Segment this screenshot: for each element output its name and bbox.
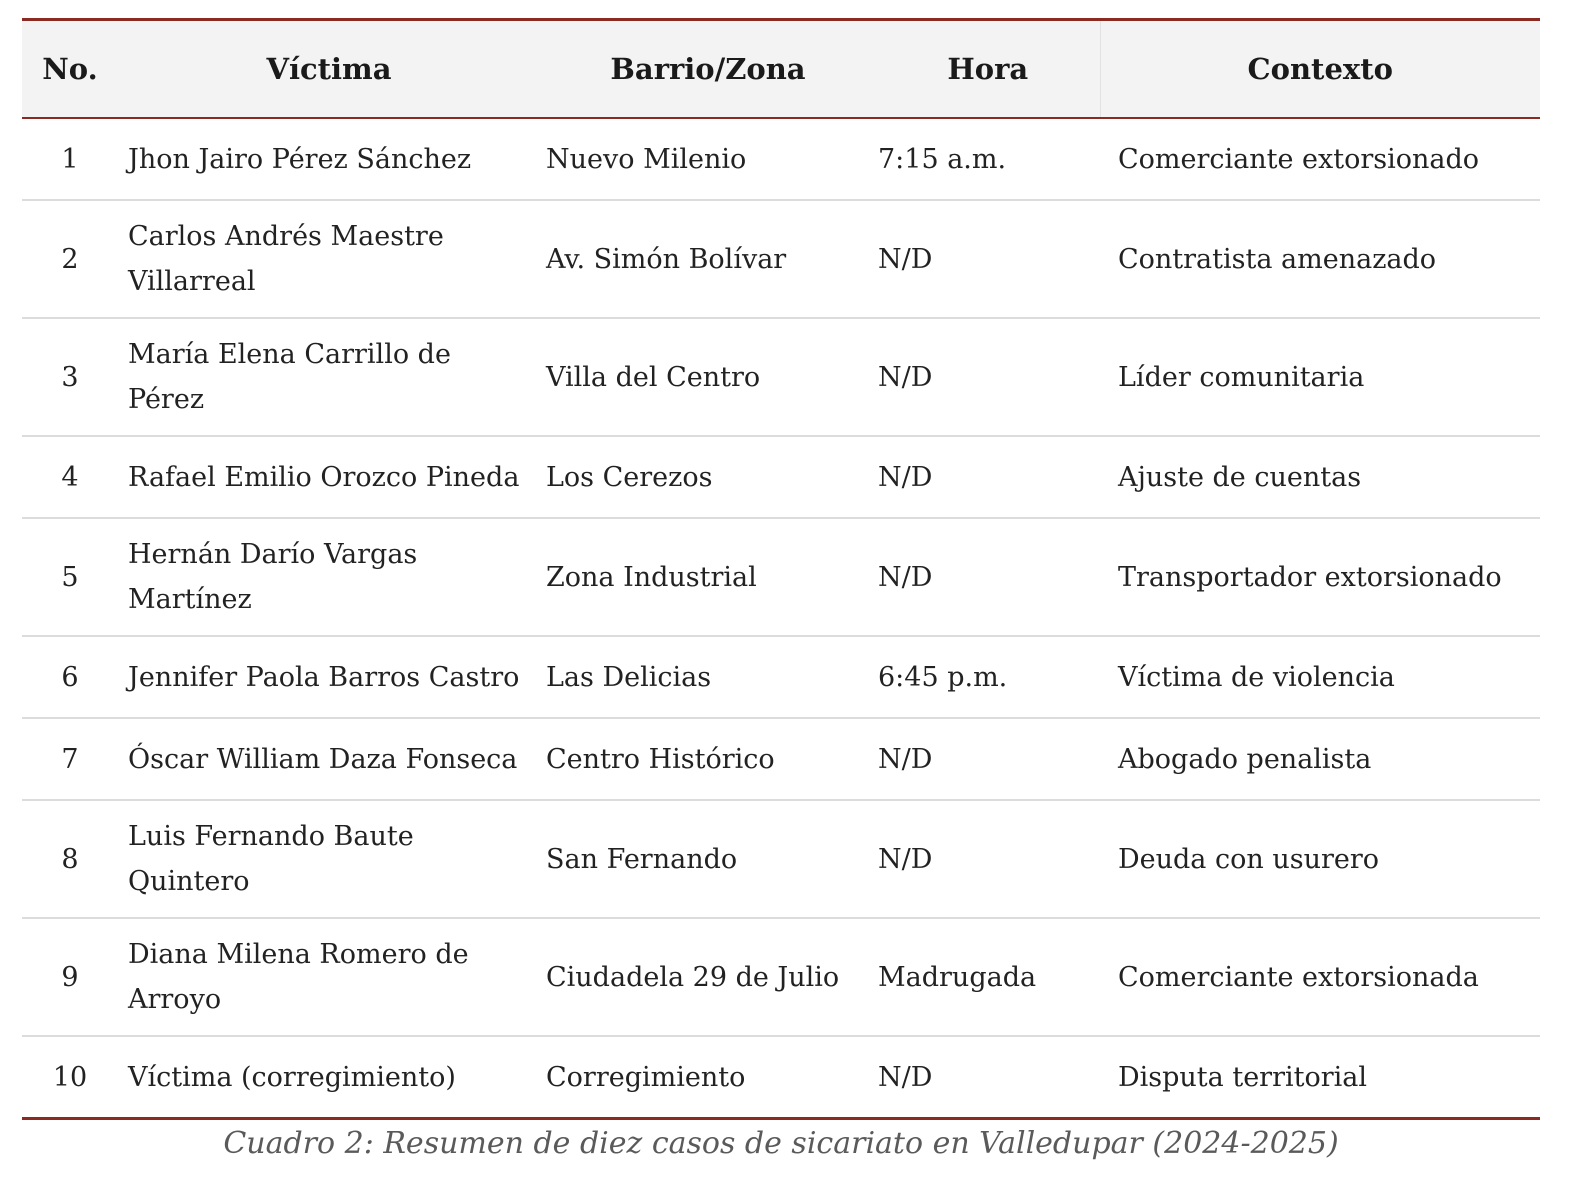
cell-hora: N/D [878,361,933,393]
cell-contexto: Ajuste de cuentas [1118,461,1362,493]
cell-no: 7 [61,743,79,775]
cell-barrio: Nuevo Milenio [546,143,747,175]
table-row [22,800,1540,918]
cell-no: 8 [61,843,79,875]
cell-hora: N/D [878,243,933,275]
cell-barrio: Centro Histórico [546,743,775,775]
cell-barrio: Zona Industrial [546,561,757,593]
table-caption: Cuadro 2: Resumen de diez casos de sicariato en Valledupar (2024-2025) [223,1126,1339,1161]
table-row [22,118,1540,200]
cell-no: 3 [61,361,79,393]
cell-no: 4 [61,461,79,493]
cell-victima: Víctima (corregimiento) [128,1061,456,1093]
cell-barrio: Ciudadela 29 de Julio [546,961,840,993]
header-hora: Hora [947,52,1029,86]
cell-victima: Diana Milena Romero de Arroyo [128,939,469,1015]
cell-contexto: Deuda con usurero [1118,843,1380,875]
table-container [22,18,1540,1120]
cell-victima: Óscar William Daza Fonseca [128,743,518,775]
header-no: No. [42,52,98,86]
cell-contexto: Líder comunitaria [1118,361,1365,393]
cell-hora: 7:15 a.m. [878,143,1007,175]
cell-hora: N/D [878,561,933,593]
cases-table [22,18,1540,1120]
cell-hora: N/D [878,843,933,875]
table-header [22,20,1540,119]
table-row [22,200,1540,318]
cell-barrio: Los Cerezos [546,461,713,493]
cell-barrio: Villa del Centro [546,361,761,393]
table-row [22,436,1540,518]
cell-barrio: Corregimiento [546,1061,746,1093]
table-row [22,318,1540,436]
cell-contexto: Abogado penalista [1118,743,1372,775]
cell-no: 10 [52,1061,88,1093]
table-row [22,518,1540,636]
cell-no: 2 [61,243,79,275]
cell-contexto: Contratista amenazado [1118,243,1437,275]
cell-victima: Jennifer Paola Barros Castro [128,661,520,693]
cell-victima: Rafael Emilio Orozco Pineda [128,461,520,493]
cell-victima: Luis Fernando Baute Quintero [128,821,414,897]
cell-barrio: Las Delicias [546,661,712,693]
cell-contexto: Comerciante extorsionado [1118,143,1480,175]
table-row [22,718,1540,800]
cell-victima: Hernán Darío Vargas Martínez [128,539,418,615]
cell-hora: 6:45 p.m. [878,661,1008,693]
cell-hora: Madrugada [878,961,1037,993]
cell-hora: N/D [878,1061,933,1093]
cell-contexto: Transportador extorsionado [1118,561,1502,593]
table-body [22,118,1540,1119]
cell-contexto: Víctima de violencia [1118,661,1395,693]
header-victima: Víctima [266,52,392,86]
cell-hora: N/D [878,743,933,775]
cell-no: 5 [61,561,79,593]
header-row [22,20,1540,119]
table-row [22,636,1540,718]
cell-hora: N/D [878,461,933,493]
cell-barrio: San Fernando [546,843,738,875]
cell-contexto: Comerciante extorsionada [1118,961,1479,993]
cell-no: 9 [61,961,79,993]
cell-contexto: Disputa territorial [1118,1061,1367,1093]
header-barrio: Barrio/Zona [610,52,806,86]
cell-victima: Jhon Jairo Pérez Sánchez [128,143,472,175]
header-contexto: Contexto [1100,20,1540,119]
table-row [22,918,1540,1036]
cell-no: 1 [61,143,79,175]
cell-victima: María Elena Carrillo de Pérez [128,339,451,415]
cell-victima: Carlos Andrés Maestre Villarreal [128,221,444,297]
cell-barrio: Av. Simón Bolívar [546,243,787,275]
table-row [22,1036,1540,1119]
cell-no: 6 [61,661,79,693]
